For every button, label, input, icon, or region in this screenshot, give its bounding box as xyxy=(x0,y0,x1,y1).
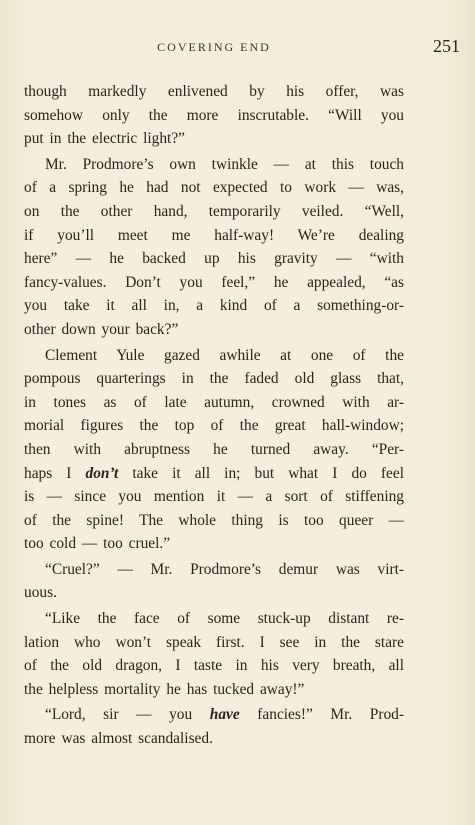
text-line: too cold — too cruel.” xyxy=(24,535,171,553)
text-line: more was almost scandalised. xyxy=(24,730,213,748)
text-line: Clement Yule gazed awhile at one of the xyxy=(45,346,404,364)
text-line: uous. xyxy=(24,584,57,602)
text-line: fancy-values. Don’t you feel,” he appealed, “as xyxy=(24,273,404,291)
body-text xyxy=(24,80,404,751)
text-segment: “Lord, sir — you xyxy=(45,706,210,724)
text-line: put in the electric light?” xyxy=(24,130,185,148)
text-line: the helpless mortality he has tucked away!” xyxy=(24,680,305,698)
text-segment: take it all in; but what I do feel xyxy=(118,464,404,482)
text-line: pompous quarterings in the faded old glass that, xyxy=(24,370,404,388)
text-line: then with abruptness he turned away. “Per- xyxy=(24,440,404,458)
text-line: in tones as of late autumn, crowned with ar- xyxy=(24,393,404,411)
text-line: Mr. Prodmore’s own twinkle — at this touch xyxy=(45,155,404,173)
text-line: “Like the face of some stuck-up distant re- xyxy=(45,610,404,628)
text-line: if you’ll meet me half-way! We’re dealing xyxy=(24,226,404,244)
text-line: “Cruel?” — Mr. Prodmore’s demur was virt- xyxy=(45,560,404,578)
running-title: COVERING END xyxy=(157,40,271,54)
text-line xyxy=(24,703,404,727)
text-line: on the other hand, temporarily veiled. “Well, xyxy=(24,202,404,220)
emphasized-word: don’t xyxy=(85,464,119,482)
text-line: is — since you mention it — a sort of stiffening xyxy=(24,488,404,506)
text-line: of a spring he had not expected to work — was, xyxy=(24,179,404,197)
text-line: other down your back?” xyxy=(24,320,179,338)
text-line: somehow only the more inscrutable. “Will you xyxy=(24,106,404,124)
text-line xyxy=(24,462,404,486)
text-line: morial figures the top of the great hall-window; xyxy=(24,417,404,435)
text-line: you take it all in, a kind of a something-or- xyxy=(24,297,404,315)
emphasized-word: have xyxy=(209,706,240,724)
text-line: of the old dragon, I taste in his very breath, all xyxy=(24,657,404,675)
text-segment: fancies!” Mr. Prod- xyxy=(239,706,405,724)
running-head xyxy=(24,36,460,60)
text-line: of the spine! The whole thing is too queer — xyxy=(24,511,404,529)
text-line: lation who won’t speak first. I see in the stare xyxy=(24,633,404,651)
text-line: though markedly enlivened by his offer, was xyxy=(24,83,404,100)
page-number: 251 xyxy=(433,36,460,56)
text-line: here” — he backed up his gravity — “with xyxy=(24,250,404,268)
text-segment: haps I xyxy=(24,464,86,482)
